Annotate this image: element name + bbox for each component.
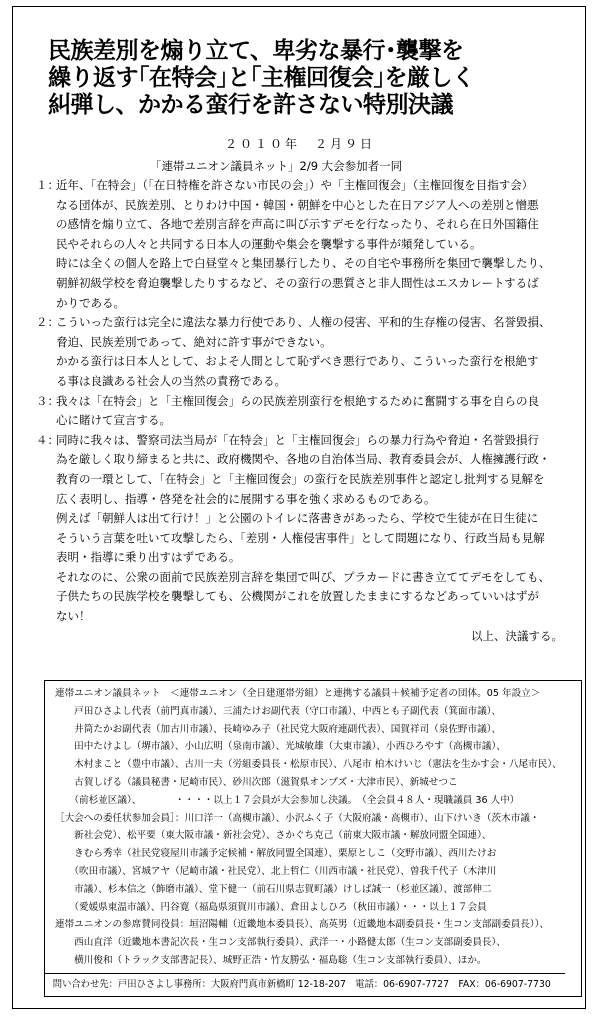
member-line: 市議）、杉本信之（飾磨市議）、堂下健一（前石川県志賀町議）けしば誠一（杉並区議）、渡部伸二 <box>55 883 492 895</box>
item-line: なる団体が、民族差別、とりわけ中国・韓国・朝鮮を中心とした在日アジア人への差別と憎悪 <box>56 197 539 212</box>
contact-info: 問い合わせ先：戸田ひさよし事務所：大阪府門真市新橋町 12-18-207 電話：06-6907-7727 FAX：06-6907-7730 <box>45 973 565 996</box>
item-line: 為を厳しく取り締まると共に、政府機関や、各地の自治体当局、教育委員会が、人権擁護行政・ <box>56 452 551 467</box>
member-line: 戸田ひさよし代表（前門真市議）、三浦たけお副代表（守口市議）、中西とも子副代表（箕面市議）、 <box>55 705 502 717</box>
title-line: 民族差別を煽り立て、卑劣な暴行･襲撃を <box>48 38 464 64</box>
resolution-item <box>36 392 581 431</box>
member-line: （前杉並区議）、 ・・・・以上１７会員が大会参加し決議。 （全会員４８人・現職議員 36 人中） <box>55 794 520 806</box>
member-line: 連帯ユニオン議員ネット ＜連帯ユニオン（全日建運帯労組）と連携する議員＋候補予定者の団体。05 年設立＞ <box>55 688 541 699</box>
item-line: 教育の一環として、「在特会」と「主権回復会」の蛮行を民族差別事件と認定し批判する見解を <box>56 471 545 486</box>
item-line: そういう言葉を吐いて攻撃したら、「差別・人権侵害事件」として問題になり、行政当局も見解 <box>56 530 545 545</box>
member-line: 田中たけよし（堺市議）、小山広明（泉南市議）、光城敏雄（大東市議）、小西ひろやす（高槻市議）、 <box>55 741 506 753</box>
member-line: （愛媛県東温市議）、円谷寛（福島県須賀川市議）、倉田よしひろ（秋田市議）・・・以上１７会員 <box>55 901 487 913</box>
item-line: 時には全くの個人を路上で白昼堂々と集団暴行したり、その自宅や事務所を集団で襲撃したり、 <box>56 256 551 271</box>
member-line: （吹田市議）、宮城アヤ（尼崎市議・社民党）、北上哲仁（川西市議・社民党）、曽我千代子（木津川 <box>55 865 497 877</box>
item-line: 同時に我々は、警察司法当局が「在特会」と「主権回復会」らの暴力行為や脅迫・名誉毀損行 <box>56 432 539 447</box>
resolution-body <box>36 176 581 646</box>
item-line: 我々は「在特会」と「主権回復会」らの民族差別蛮行を根絶するために奮闘する事を自らの良 <box>56 393 539 408</box>
member-line: きむら秀幸（社民党寝屋川市議予定候補・解放同盟全国連）、栗原としこ（交野市議）、西川たけお <box>55 848 497 860</box>
item-line: の感情を煽り立て、各地で差別言辞を声高に叫び示すデモを行なったり、それら在日外国籍住 <box>56 217 539 232</box>
item-line: 表明・指導に乗り出すはずである。 <box>56 550 241 565</box>
item-line: 例えば「朝鮮人は出て行け！」と公園のトイレに落書きがあったら、学校で生徒が在日生徒に <box>56 511 539 526</box>
item-line: 心に賭けて宣言する。 <box>56 413 171 428</box>
title-line: 繰り返す｢在特会｣と｢主権回復会｣を厳しく <box>48 65 475 91</box>
item-line: それなのに、公衆の面前で民族差別言辞を集団で叫び、プラカードに書き立ててデモをしても、 <box>56 569 551 584</box>
item-number: １： <box>36 178 59 192</box>
item-number: ２： <box>36 315 59 330</box>
resolution-item <box>36 431 581 627</box>
closing-text: 以上、決議する。 <box>471 628 563 643</box>
member-list <box>55 685 575 970</box>
member-line: 横川俊和（トラック支部書記長）、城野正浩・竹友勝弘・福島聡（生コン支部執行委員）、ほか。 <box>55 954 487 966</box>
item-line: 民やそれらの人々と共同する日本人の運動や集会を襲撃する事件が頻発している。 <box>56 236 482 251</box>
item-line: 朝鮮初級学校を脅迫襲撃したりするなど、その蛮行の悪質さと非人間性はエスカレートするば <box>56 275 539 290</box>
item-line: 広く表明し、指導・啓発を社会的に展開する事を強く求めるものである。 <box>56 491 436 506</box>
item-line: 脅迫、民族差別であって、絶対に許す事ができない。 <box>56 334 332 349</box>
document-title <box>48 38 568 119</box>
member-box <box>44 680 582 997</box>
item-number: ３： <box>36 393 59 408</box>
member-line: 古賀しげる（議員秘書・尼崎市民）、砂川次郎（滋賀県オンブズ・大津市民）、新城せつこ <box>55 776 458 788</box>
resolution-item <box>36 176 581 313</box>
resolution-item <box>36 313 581 391</box>
item-line: 子供たちの民族学校を襲撃しても、公機関がこれを放置したままにするなどあっていいはずが <box>56 589 539 604</box>
title-line: 糾弾し、かかる蛮行を許さない特別決議 <box>48 92 453 118</box>
member-line: 新社会党）、松平要（東大阪市議・新社会党）、さかぐち克己（前東大阪市議・解放同盟全国連）、 <box>55 830 492 842</box>
member-line: 西山直洋（近畿地本書記次長・生コン支部執行委員）、武洋一・小路健太郎（生コン支部副委員長）、 <box>55 937 506 949</box>
member-line: 連帯ユニオンの参席賛同役員：垣沼陽輔（近畿地本委員長）、高英男（近畿地本副委員長・生コン支部副委員長））、 <box>55 919 550 931</box>
document-date: ２０１０年 ２月９日 <box>224 137 375 151</box>
item-line: ない！ <box>56 609 91 624</box>
item-line: 近年、「在特会」（「在日特権を許さない市民の会」）や「主権回復会」（主権回復を目指す会） <box>56 178 534 192</box>
item-line: かかる蛮行は日本人として、およそ人間として恥ずべき悪行であり、こういった蛮行を根絶す <box>56 354 539 369</box>
item-number: ４： <box>36 432 59 447</box>
member-line: ［大会への委任状参加会員］：川口洋一（高槻市議）、小沢ふく子（大阪府議・高槻市）、山下けいき（茨木市議・ <box>55 812 540 824</box>
item-line: かりである。 <box>56 295 125 310</box>
item-line: る事は良識ある社会人の当然の責務である。 <box>56 373 286 388</box>
document-subtitle: 「連帯ユニオン議員ネット」2/9 大会参加者一同 <box>150 159 403 173</box>
member-line: 木村まこと（豊中市議）、古川一夫（労組委員長・松原市民）、八尾市 柏木けいじ（憲法を生かす会・八尾市民）、 <box>55 759 562 771</box>
member-line: 井筒たかお副代表（加古川市議）、長崎ゆみ子（社民党大阪府連副代表）、国賀祥司（泉佐野市議）、 <box>55 723 502 735</box>
item-line: こういった蛮行は完全に違法な暴力行使であり、人権の侵害、平和的生存権の侵害、名誉毀損、 <box>56 315 551 330</box>
